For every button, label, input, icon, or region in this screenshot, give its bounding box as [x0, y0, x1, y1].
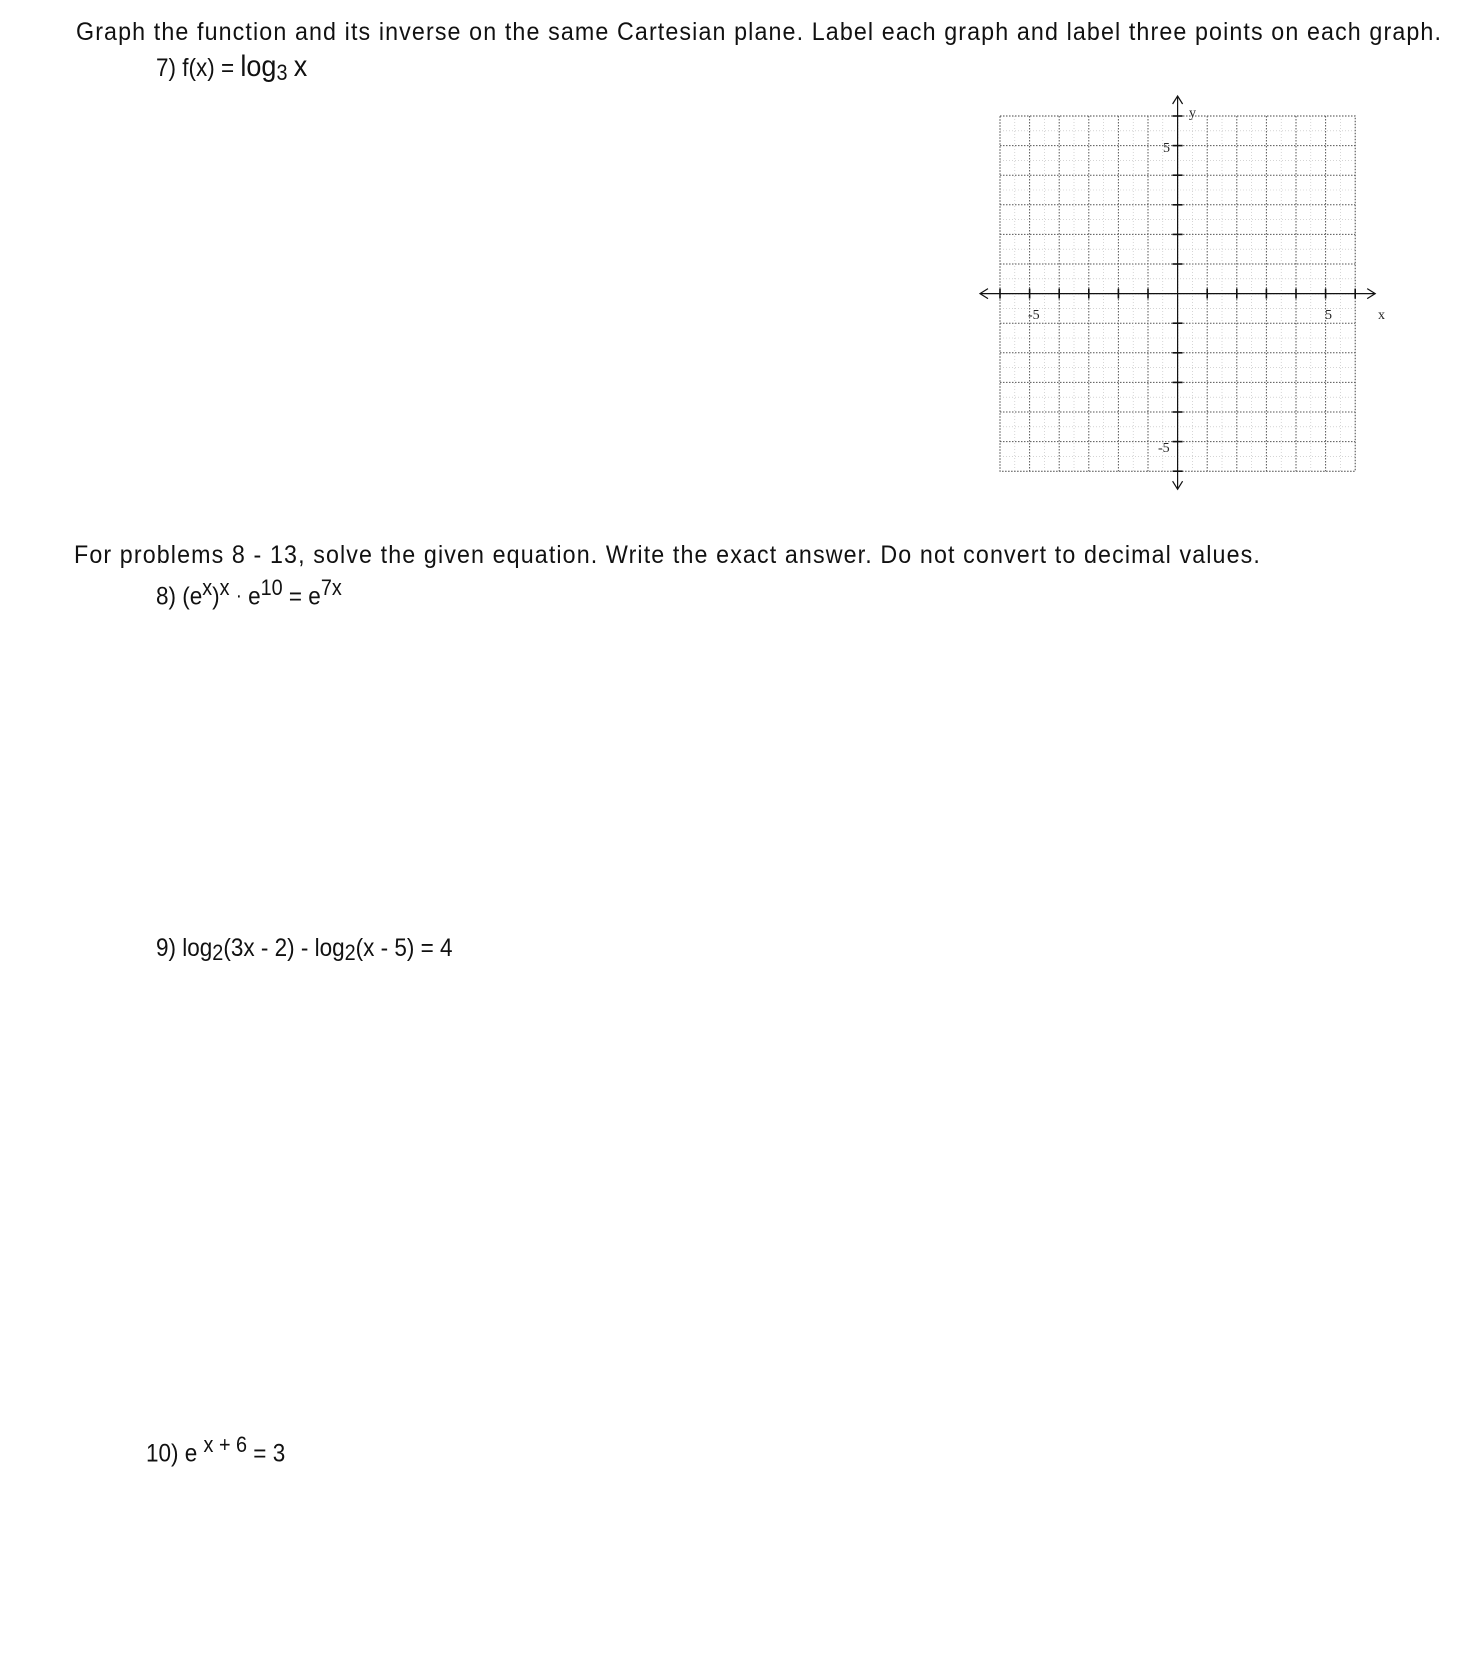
y-tick-label-neg5: -5	[1158, 441, 1170, 456]
x-axis-label: x	[1378, 308, 1385, 323]
problem-8-part4: = e	[288, 582, 321, 611]
problem-8-dot: ·	[235, 585, 242, 608]
problem-8-number: 8)	[156, 582, 177, 611]
problem-9-log1: log	[182, 934, 213, 962]
axes	[980, 96, 1375, 489]
problem-8-sup1: x	[202, 575, 213, 600]
problem-9-log2: log	[314, 934, 345, 962]
problem-9-arg1: (3x - 2) -	[223, 934, 309, 962]
problem-9-base2: 2	[344, 940, 356, 965]
problem-7	[156, 50, 307, 84]
y-tick-label-5: 5	[1163, 141, 1170, 156]
problem-9-arg2: (x - 5) = 4	[355, 934, 453, 962]
problem-10-exponent: x + 6	[203, 1432, 248, 1457]
problem-9-number: 9)	[156, 934, 177, 962]
problem-9	[156, 934, 453, 963]
problem-7-log: log	[240, 50, 277, 83]
problem-8	[156, 575, 342, 611]
problem-9-base1: 2	[212, 940, 224, 965]
problem-8-part3: e	[248, 582, 261, 611]
x-tick-label-neg5: -5	[1028, 308, 1040, 323]
solve-instructions: For problems 8 - 13, solve the given equation. Write the exact answer. Do not convert to decimal values.	[74, 541, 1261, 569]
problem-10-rhs: = 3	[253, 1439, 286, 1468]
problem-8-part2: )	[212, 582, 220, 611]
y-axis-label: y	[1189, 106, 1196, 121]
problem-8-sup2: x	[219, 575, 230, 600]
problem-7-arg: x	[293, 50, 308, 83]
problem-8-sup4: 7x	[320, 575, 342, 600]
problem-10-base: e	[184, 1439, 198, 1468]
problem-8-sup3: 10	[260, 575, 283, 600]
x-tick-label-5: 5	[1325, 308, 1332, 323]
graph-instructions: Graph the function and its inverse on the same Cartesian plane. Label each graph and label three points on each graph.	[76, 18, 1443, 46]
problem-7-base: 3	[276, 60, 288, 85]
problem-10-number: 10)	[146, 1439, 179, 1468]
problem-8-part1: (e	[182, 582, 203, 611]
problem-10	[146, 1432, 285, 1468]
coordinate-grid	[976, 88, 1396, 498]
problem-7-number: 7)	[156, 54, 177, 82]
problem-7-lhs: f(x) =	[182, 54, 235, 82]
